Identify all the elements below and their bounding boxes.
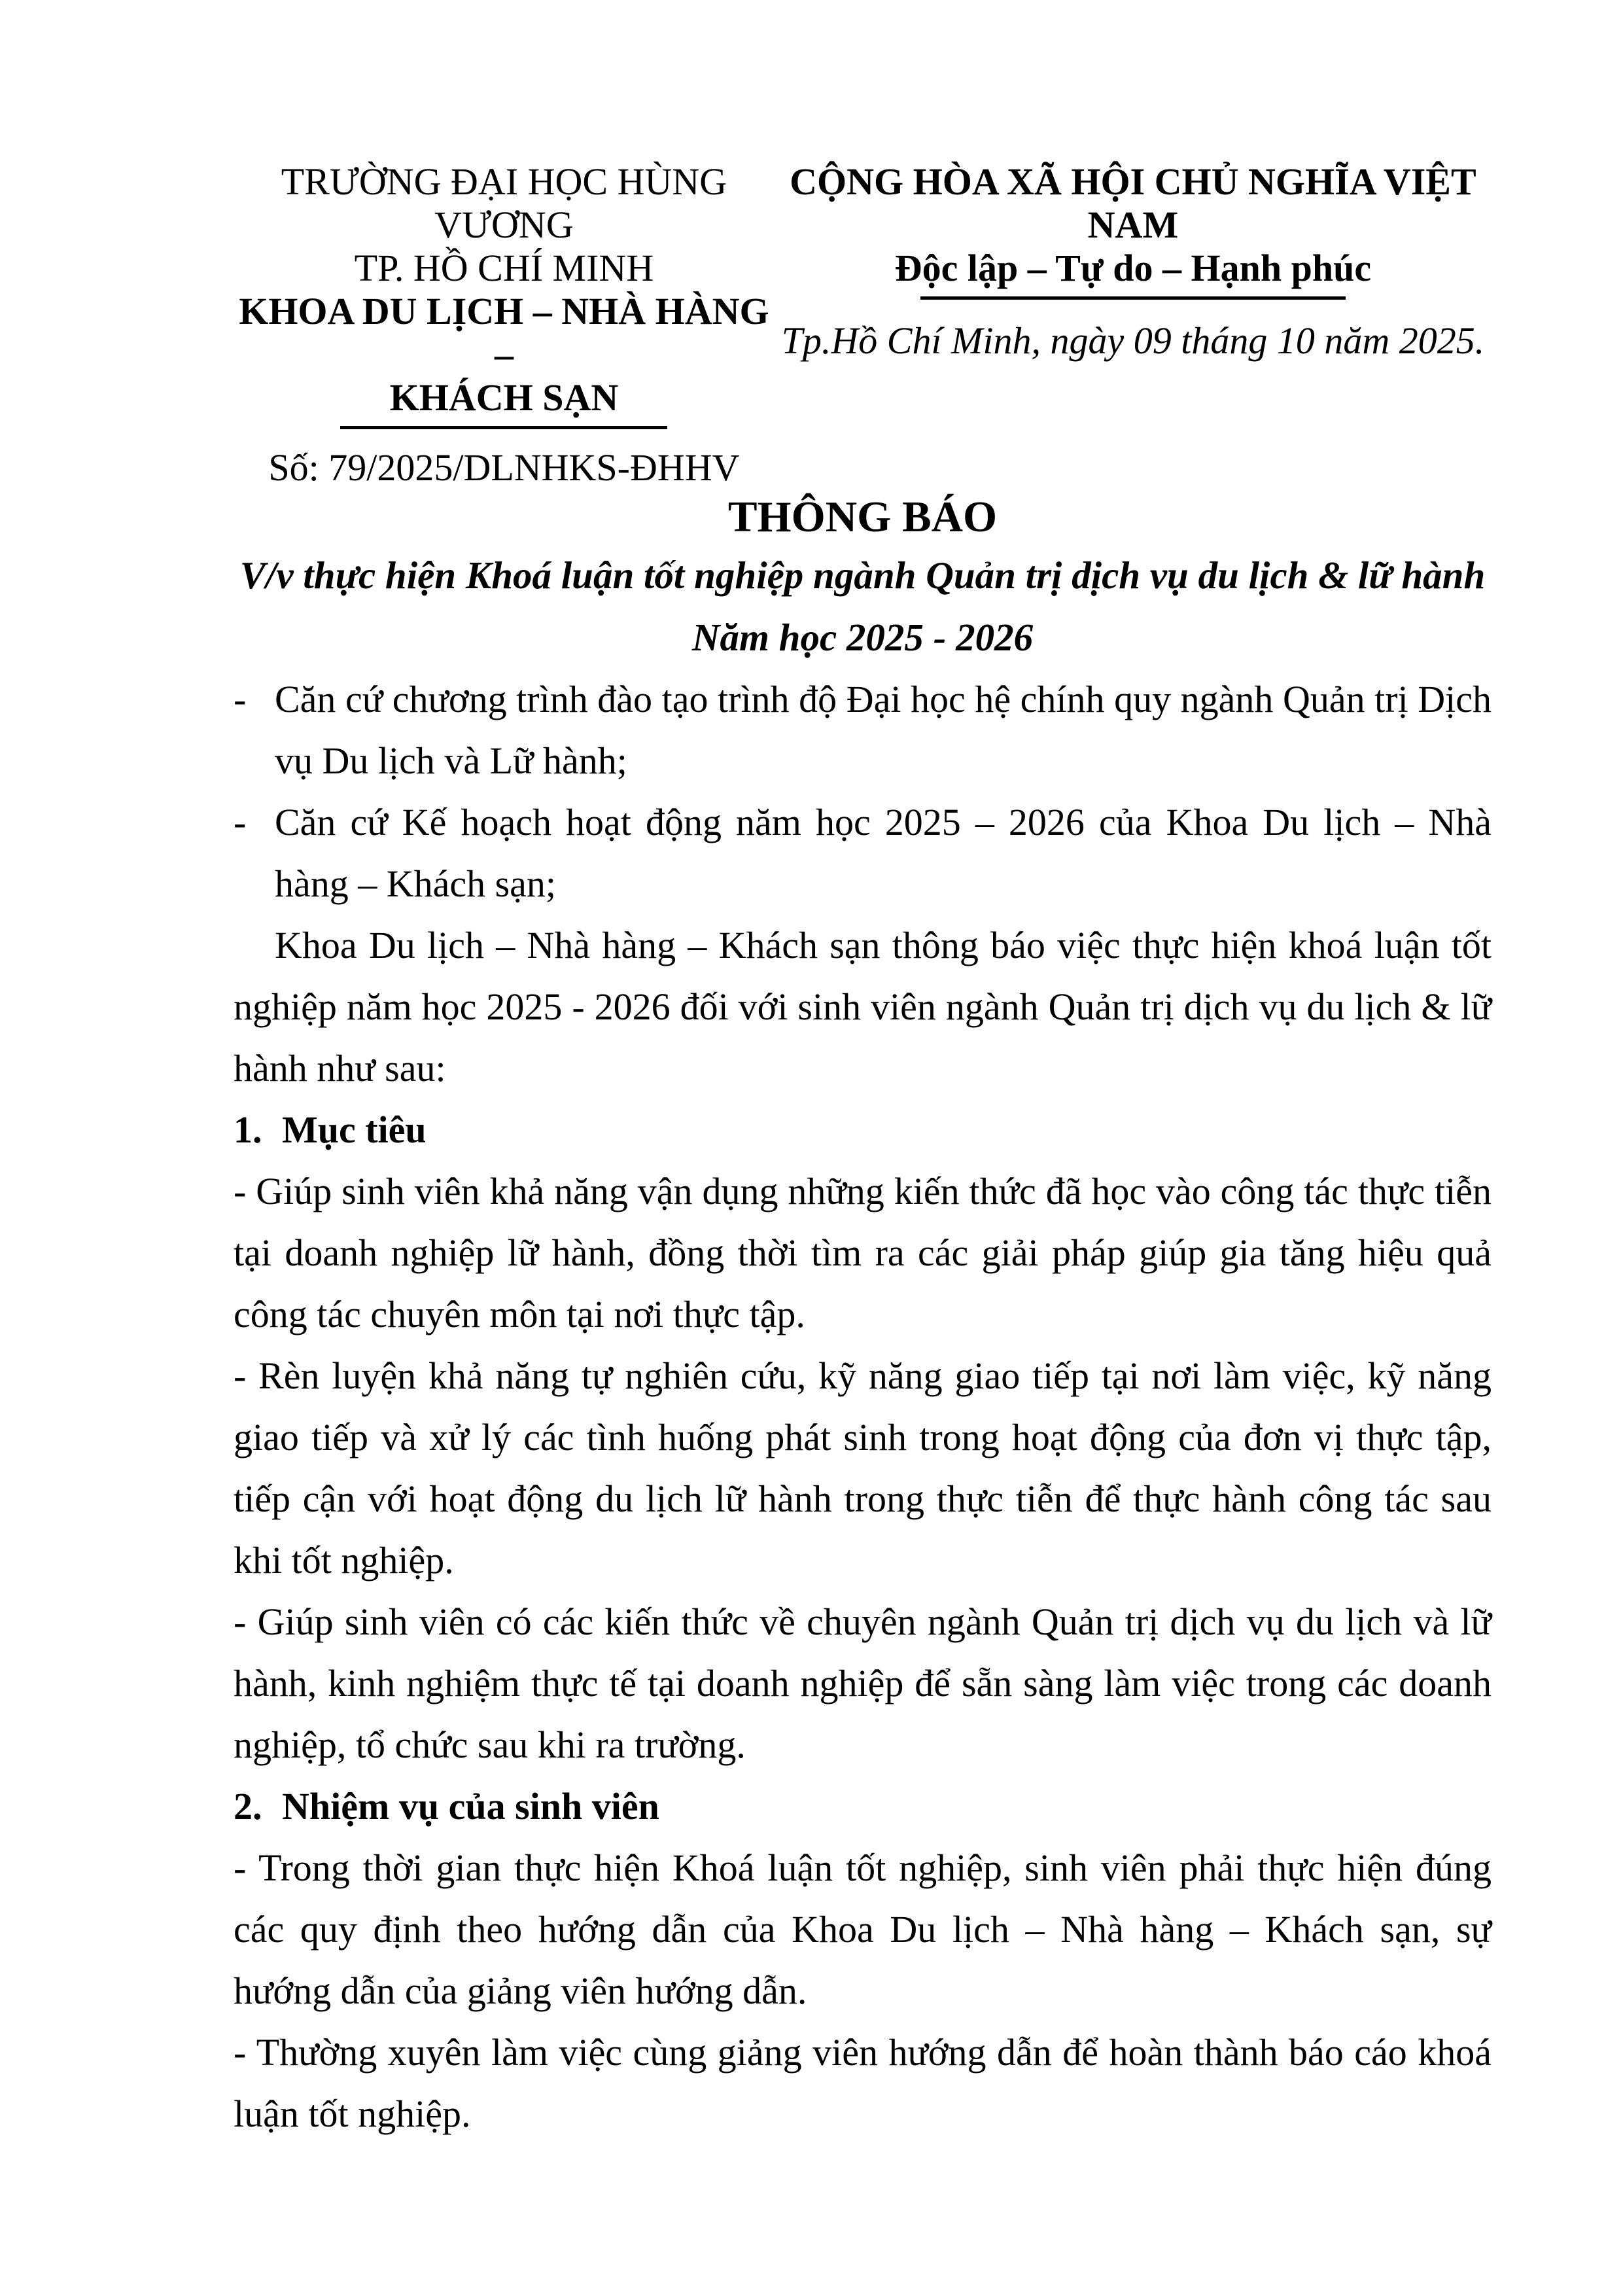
section-1-number: 1. [234,1108,262,1151]
document-number-line: Số: 79/2025/DLNHKS-ĐHHV [268,446,740,489]
national-header-block [775,160,1492,362]
title-block [234,489,1492,669]
document-body [234,669,1492,2145]
objective-paragraph-2: - Rèn luyện khả năng tự nghiên cứu, kỹ năng giao tiếp tại nơi làm việc, kỹ năng giao tiếp và xử lý các tình huống phát sinh trong hoạt động của đơn vị thực tập, tiếp cận với hoạt động du lịch lữ hành trong thực tiễn để thực hành công tác sau khi tốt nghiệp. [234,1354,1492,1581]
university-city-line: TP. HỒ CHÍ MINH [354,247,654,289]
national-name-line: CỘNG HÒA XÃ HỘI CHỦ NGHĨA VIỆT NAM [790,160,1476,246]
objective-paragraph-3: - Giúp sinh viên có các kiến thức về chuyên ngành Quản trị dịch vụ du lịch và lữ hành, kinh nghiệm thực tế tại doanh nghiệp để sẵn sàng làm việc trong các doanh nghiệp, tổ chức sau khi ra trường. [234,1600,1492,1766]
issuer-divider-rule [340,426,667,429]
task-paragraph-1: - Trong thời gian thực hiện Khoá luận tốt nghiệp, sinh viên phải thực hiện đúng các quy định theo hướng dẫn của Khoa Du lịch – Nhà hàng – Khách sạn, sự hướng dẫn của giảng viên hướng dẫn. [234,1846,1492,2012]
issuer-block [234,160,775,489]
notice-subject-line: V/v thực hiện Khoá luận tốt nghiệp ngành Quản trị dịch vụ du lịch & lữ hành [239,554,1486,597]
notice-title: THÔNG BÁO [727,493,998,541]
university-name-line: TRƯỜNG ĐẠI HỌC HÙNG VƯƠNG [281,160,727,246]
intro-paragraph: Khoa Du lịch – Nhà hàng – Khách sạn thông báo việc thực hiện khoá luận tốt nghiệp năm học 2025 - 2026 đối với sinh viên ngành Quản trị dịch vụ du lịch & lữ hành như sau: [234,924,1492,1089]
section-2-label: Nhiệm vụ của sinh viên [282,1785,659,1828]
ground-text-2: Căn cứ Kế hoạch hoạt động năm học 2025 – 2026 của Khoa Du lịch – Nhà hàng – Khách sạn; [275,801,1492,905]
task-paragraph-2: - Thường xuyên làm việc cùng giảng viên hướng dẫn để hoàn thành báo cáo khoá luận tốt nghiệp. [234,2031,1492,2135]
list-dash-marker: - [234,678,247,720]
motto-divider-rule [920,296,1346,300]
section-1-heading [234,1099,1492,1161]
notice-year-line: Năm học 2025 - 2026 [691,616,1034,659]
objective-paragraph-1: - Giúp sinh viên khả năng vận dụng những kiến thức đã học vào công tác thực tiễn tại doanh nghiệp lữ hành, đồng thời tìm ra các giải pháp giúp gia tăng hiệu quả công tác chuyên môn tại nơi thực tập. [234,1170,1492,1335]
ground-item-2 [234,792,1492,915]
faculty-name-line-1: KHOA DU LỊCH – NHÀ HÀNG – [239,290,769,376]
ground-item-1 [234,669,1492,792]
section-2-number: 2. [234,1785,262,1828]
place-date-line: Tp.Hồ Chí Minh, ngày 09 tháng 10 năm 2025. [781,319,1485,362]
list-dash-marker: - [234,801,247,843]
section-2-heading [234,1776,1492,1837]
ground-text-1: Căn cứ chương trình đào tạo trình độ Đại học hệ chính quy ngành Quản trị Dịch vụ Du lịch và Lữ hành; [275,678,1492,782]
section-1-label: Mục tiêu [282,1108,427,1151]
document-header [234,160,1492,489]
faculty-name-line-2: KHÁCH SẠN [389,376,619,419]
national-motto-line: Độc lập – Tự do – Hạnh phúc [894,247,1372,289]
